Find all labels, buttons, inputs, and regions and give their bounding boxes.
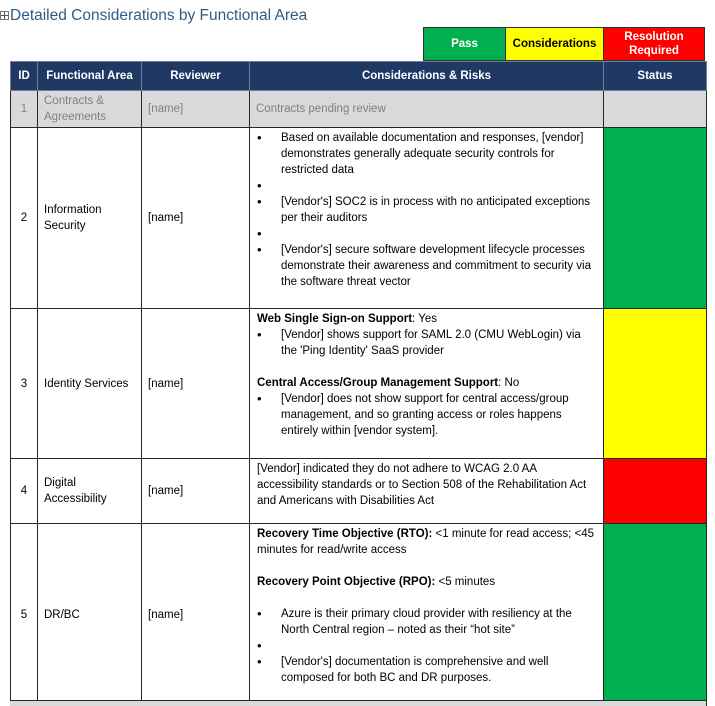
row-area: Digital Accessibility [38, 459, 142, 524]
row-reviewer: [name] [142, 459, 250, 524]
row-area: Identity Services [38, 309, 142, 459]
header-considerations: Considerations & Risks [250, 62, 604, 91]
sso-support-line [257, 311, 597, 327]
rpo-line [257, 574, 597, 590]
drbc-list [257, 606, 597, 686]
status-considerations [604, 309, 707, 459]
sso-list [257, 327, 597, 359]
row-considerations [250, 128, 604, 309]
rpo-value: <5 minutes [435, 576, 496, 588]
rto-line [257, 526, 597, 558]
legend-considerations: Considerations [506, 27, 604, 61]
rpo-label: Recovery Point Objective (RPO): [257, 576, 436, 588]
central-access-value: : No [498, 377, 520, 389]
table-row [11, 524, 707, 706]
status-pass [604, 128, 707, 309]
next-row-edge [10, 700, 706, 706]
row-considerations: Contracts pending review [250, 91, 604, 128]
row-id: 4 [11, 459, 38, 524]
header-id: ID [11, 62, 38, 91]
table-move-handle-icon[interactable] [0, 11, 9, 20]
status-resolution-required [604, 459, 707, 524]
row-considerations [250, 524, 604, 706]
list-item: • Based on available documentation and responses, [vendor] demonstrates generally adequate security controls for restricted data [257, 130, 597, 178]
sso-label: Web Single Sign-on Support [257, 313, 413, 325]
header-reviewer: Reviewer [142, 62, 250, 91]
table-row [11, 309, 707, 459]
legend-pass: Pass [423, 27, 506, 61]
list-item: • Azure is their primary cloud provider with resiliency at the North Central region – noted as their “hot site” [257, 606, 597, 638]
rto-label: Recovery Time Objective (RTO): [257, 528, 433, 540]
table-header-row [11, 62, 707, 91]
status-legend [423, 27, 705, 61]
header-status: Status [604, 62, 707, 91]
row-reviewer: [name] [142, 309, 250, 459]
row-id: 2 [11, 128, 38, 309]
row-considerations [250, 309, 604, 459]
rto-value: <1 minute for read access; <45 minutes for read/write access [257, 528, 595, 556]
list-item: • [Vendor's] documentation is comprehensive and well composed for both BC and DR purposes. [257, 654, 597, 686]
page-title: Detailed Considerations by Functional Area [10, 7, 308, 24]
row-reviewer: [name] [142, 91, 250, 128]
row-reviewer: [name] [142, 128, 250, 309]
row-area: DR/BC [38, 524, 142, 706]
table-row [11, 128, 707, 309]
row-id: 3 [11, 309, 38, 459]
table-row [11, 459, 707, 524]
sso-value: : Yes [412, 313, 437, 325]
status-pass [604, 524, 707, 706]
considerations-table [10, 61, 707, 706]
row-id: 5 [11, 524, 38, 706]
table-row [11, 91, 707, 128]
row-area: Information Security [38, 128, 142, 309]
list-item: • [Vendor's] SOC2 is in process with no anticipated exceptions per their auditors [257, 194, 597, 226]
row-status [604, 91, 707, 128]
row-id: 1 [11, 91, 38, 128]
row-area: Contracts & Agreements [38, 91, 142, 128]
central-access-label: Central Access/Group Management Support [257, 377, 499, 389]
legend-resolution-required: Resolution Required [604, 27, 705, 61]
central-access-list [257, 391, 597, 439]
list-item: • [Vendor] does not show support for central access/group management, and so granting access or roles happens entirely within [vendor system]. [257, 391, 597, 439]
list-item: • [Vendor's] secure software development lifecycle processes demonstrate their awareness and commitment to security via the software threat vector [257, 242, 597, 290]
header-functional-area: Functional Area [38, 62, 142, 91]
list-item: • [Vendor] shows support for SAML 2.0 (CMU WebLogin) via the 'Ping Identity' SaaS provider [257, 327, 597, 359]
central-access-line [257, 375, 597, 391]
row-considerations: [Vendor] indicated they do not adhere to WCAG 2.0 AA accessibility standards or to Section 508 of the Rehabilitation Act and Americans with Disabilities Act [250, 459, 604, 524]
considerations-list [257, 130, 597, 290]
row-reviewer: [name] [142, 524, 250, 706]
